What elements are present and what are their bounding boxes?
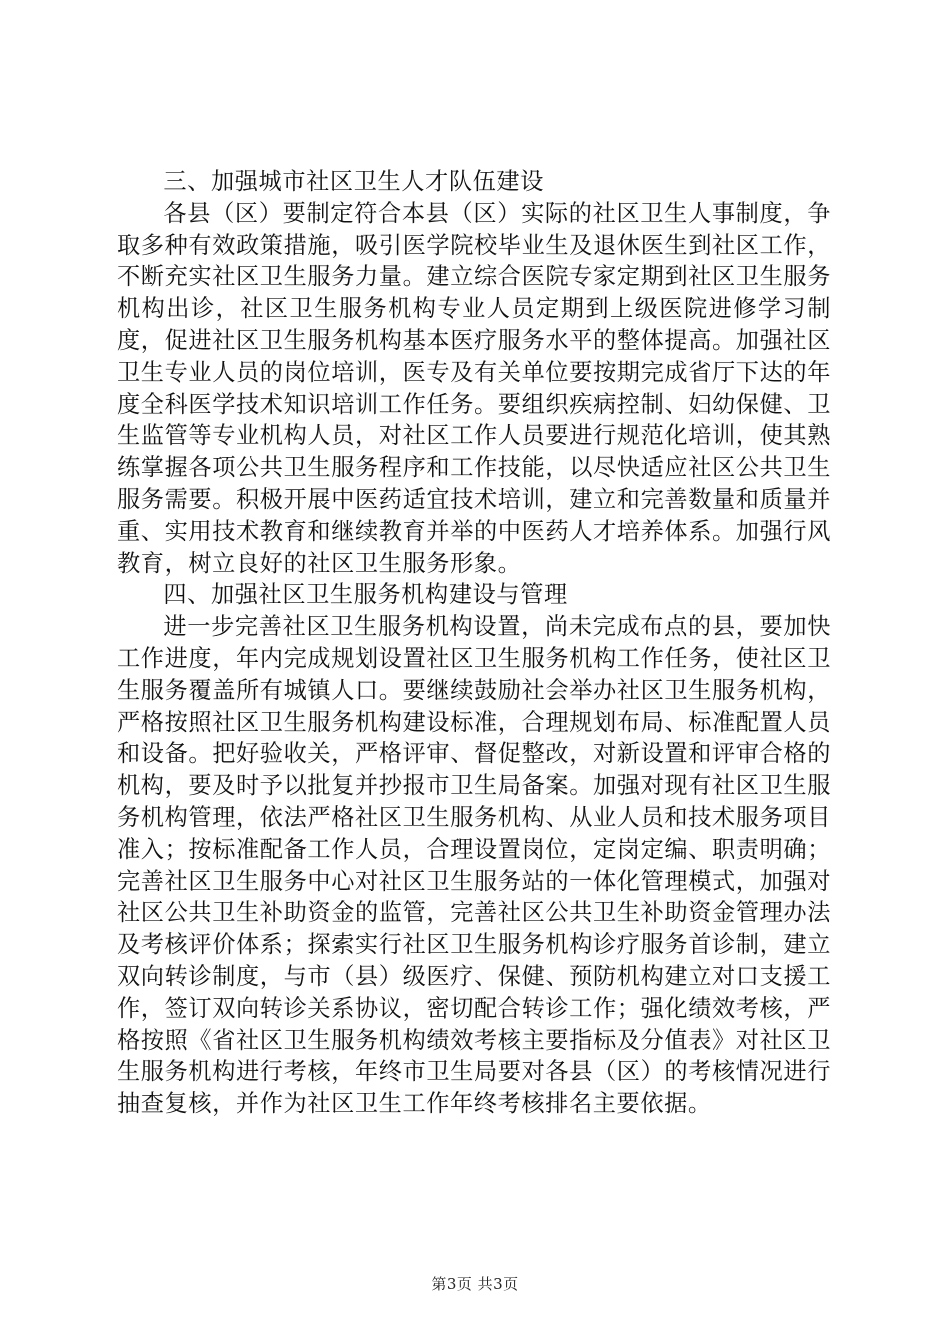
paragraph-talent: 各县（区）要制定符合本县（区）实际的社区卫生人事制度，争取多种有效政策措施，吸引医学院校毕业生及退休医生到社区工作，不断充实社区卫生服务力量。建立综合医院专家定期到社区卫生服务机构出诊，社区卫生服务机构专业人员定期到上级医院进修学习制度，促进社区卫生服务机构基本医疗服务水平的整体提高。加强社区卫生专业人员的岗位培训，医专及有关单位要按期完成省厅下达的年度全科医学技术知识培训工作任务。要组织疾病控制、妇幼保健、卫生监管等专业机构人员，对社区工作人员要进行规范化培训，使其熟练掌握各项公共卫生服务程序和工作技能，以尽快适应社区公共卫生服务需要。积极开展中医药适宜技术培训，建立和完善数量和质量并重、实用技术教育和继续教育并举的中医药人才培养体系。加强行风教育，树立良好的社区卫生服务形象。 — [117, 199, 831, 577]
section-heading-institution: 四、加强社区卫生服务机构建设与管理 — [163, 581, 568, 609]
paragraph-institution: 进一步完善社区卫生服务机构设置，尚未完成布点的县，要加快工作进度，年内完成规划设置社区卫生服务机构工作任务，使社区卫生服务覆盖所有城镇人口。要继续鼓励社会举办社区卫生服务机构，严格按照社区卫生服务机构建设标准，合理规划布局、标准配置人员和设备。把好验收关，严格评审、督促整改，对新设置和评审合格的机构，要及时予以批复并抄报市卫生局备案。加强对现有社区卫生服务机构管理，依法严格社区卫生服务机构、从业人员和技术服务项目准入；按标准配备工作人员，合理设置岗位，定岗定编、职责明确；完善社区卫生服务中心对社区卫生服务站的一体化管理模式，加强对社区公共卫生补助资金的监管，完善社区公共卫生补助资金管理办法及考核评价体系；探索实行社区卫生服务机构诊疗服务首诊制，建立双向转诊制度，与市（县）级医疗、保健、预防机构建立对口支援工作，签订双向转诊关系协议，密切配合转诊工作；强化绩效考核，严格按照《省社区卫生服务机构绩效考核主要指标及分值表》对社区卫生服务机构进行考核，年终市卫生局要对各县（区）的考核情况进行抽查复核，并作为社区卫生工作年终考核排名主要依据。 — [117, 613, 831, 1118]
section-heading-talent: 三、加强城市社区卫生人才队伍建设 — [163, 168, 544, 195]
document-body — [117, 166, 831, 1120]
page-footer: 第3页 共3页 — [431, 1275, 519, 1293]
